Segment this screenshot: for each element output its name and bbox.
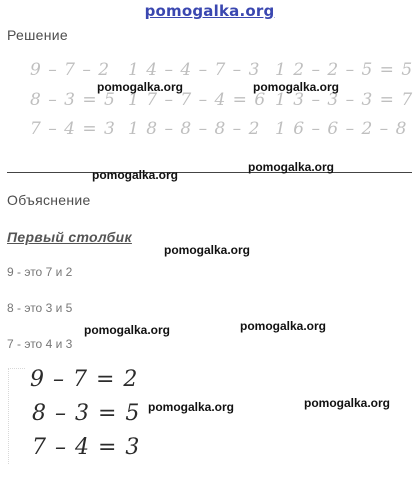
explanation-line: 8 - это 3 и 5 — [7, 301, 73, 315]
solution-expr: 8 – 3 = 5 — [30, 90, 116, 110]
solution-expr: 1 8 – 8 – 8 – 2 — [128, 119, 261, 139]
solution-expr: 1 7 – 7 – 4 = 6 — [128, 90, 267, 110]
first-column-subheading: Первый столбик — [7, 229, 132, 245]
watermark: pomogalka.org — [304, 396, 391, 410]
explanation-title: Объяснение — [7, 192, 91, 208]
handwritten-expr: 7 – 4 = 3 — [32, 435, 141, 460]
explanation-line: 7 - это 4 и 3 — [7, 337, 73, 351]
watermark: pomogalka.org — [84, 323, 171, 337]
watermark: pomogalka.org — [97, 80, 184, 94]
watermark: pomogalka.org — [148, 400, 235, 414]
watermark: pomogalka.org — [164, 243, 251, 257]
solution-expr: 1 6 – 6 – 2 – 8 — [275, 119, 408, 139]
explanation-line: 9 - это 7 и 2 — [7, 265, 73, 279]
section-divider — [7, 172, 412, 173]
watermark: pomogalka.org — [253, 80, 340, 94]
watermark: pomogalka.org — [92, 168, 179, 182]
handwriting-frame — [8, 368, 25, 464]
handwritten-expr: 9 – 7 = 2 — [30, 367, 139, 392]
watermark: pomogalka.org — [240, 319, 327, 333]
solution-expr: 1 2 – 2 – 5 = 5 — [275, 60, 414, 80]
solution-title: Решение — [7, 27, 68, 43]
handwritten-expr: 8 – 3 = 5 — [32, 401, 141, 426]
solution-expr: 9 – 7 – 2 — [30, 60, 111, 80]
solution-expr: 1 4 – 4 – 7 – 3 — [128, 60, 261, 80]
solution-expr: 7 – 4 = 3 — [30, 119, 116, 139]
site-header-link[interactable]: pomogalka.org — [144, 2, 275, 20]
solution-expr: 1 3 – 3 – 3 = 7 — [275, 90, 414, 110]
watermark: pomogalka.org — [248, 160, 335, 174]
